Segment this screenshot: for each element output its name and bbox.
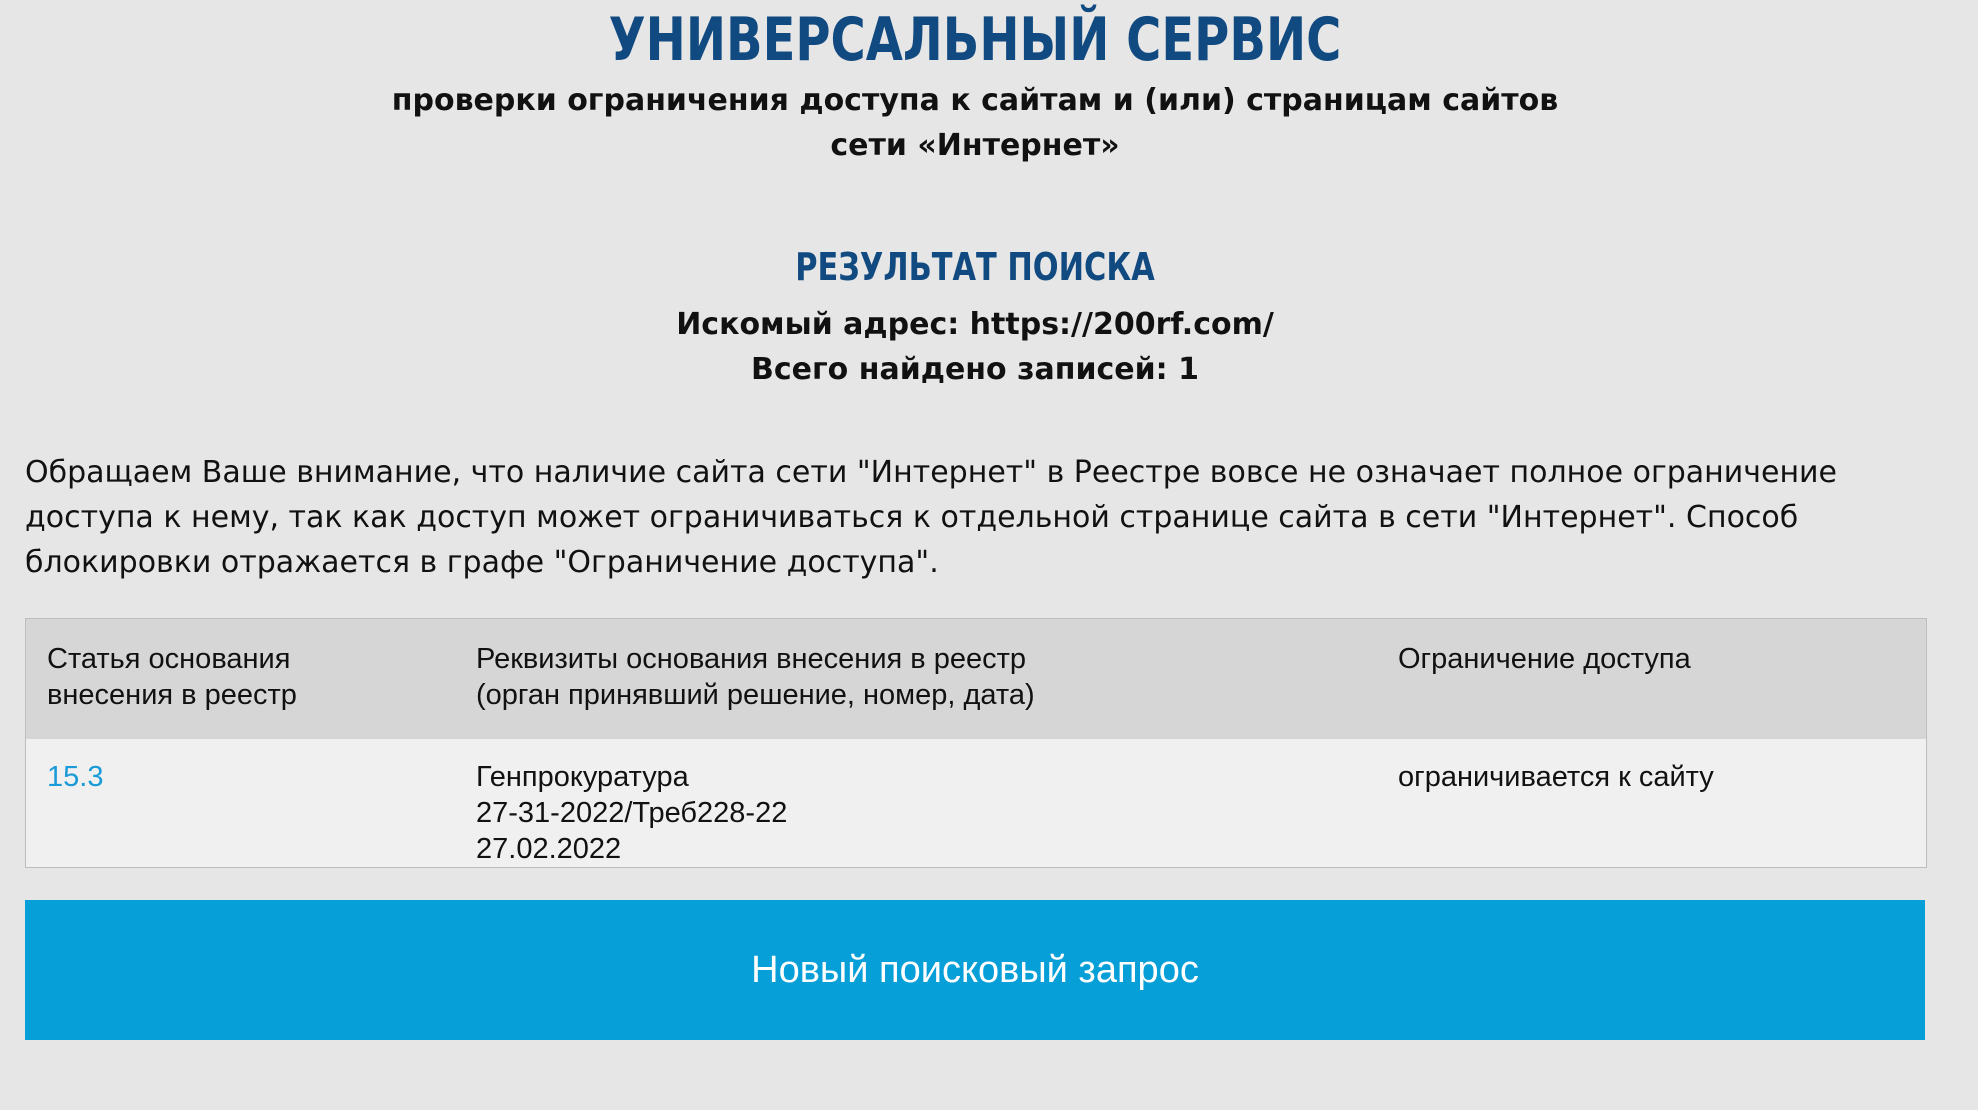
header-requisites-line-1: Реквизиты основания внесения в реестр — [476, 643, 1027, 675]
page-title: УНИВЕРСАЛЬНЫЙ СЕРВИС — [608, 5, 1342, 75]
notice-text: Обращаем Ваше внимание, что наличие сайта сети "Интернет" в Реестре вовсе не означает полное ограничение доступа к нему, так как доступ может ограничиваться к отдельной странице сайта в сети "Интернет". Способ блокировки отражается в графе "Ограничение доступа". — [25, 455, 1838, 580]
header-article — [47, 641, 447, 713]
requisites-authority: Генпрокуратура — [476, 761, 689, 793]
page-subtitle — [0, 78, 1950, 168]
header-requisites-line-2: (орган принявший решение, номер, дата) — [476, 679, 1035, 711]
requisites-date: 27.02.2022 — [476, 833, 622, 865]
total-found: Всего найдено записей: 1 — [751, 352, 1199, 387]
table-header — [26, 619, 1926, 739]
article-link[interactable]: 15.3 — [47, 761, 104, 793]
header-article-line-2: внесения в реестр — [47, 679, 297, 711]
subtitle-line-1: проверки ограничения доступа к сайтам и (или) страницам сайтов — [391, 83, 1559, 118]
header-restriction: Ограничение доступа — [1398, 643, 1691, 675]
results-table — [25, 618, 1927, 868]
new-search-button[interactable]: Новый поисковый запрос — [25, 900, 1925, 1040]
header-requisites — [476, 641, 1356, 713]
cell-article — [47, 759, 447, 795]
result-heading: РЕЗУЛЬТАТ ПОИСКА — [795, 245, 1155, 289]
searched-address: Искомый адрес: https://200rf.com/ — [676, 307, 1274, 342]
subtitle-line-2: сети «Интернет» — [830, 128, 1120, 163]
header-article-line-1: Статья основания — [47, 643, 291, 675]
table-row — [26, 739, 1926, 867]
search-summary — [0, 302, 1950, 392]
cell-requisites — [476, 759, 1356, 867]
requisites-number: 27-31-2022/Треб228-22 — [476, 797, 788, 829]
cell-restriction: ограничивается к сайту — [1398, 761, 1714, 793]
